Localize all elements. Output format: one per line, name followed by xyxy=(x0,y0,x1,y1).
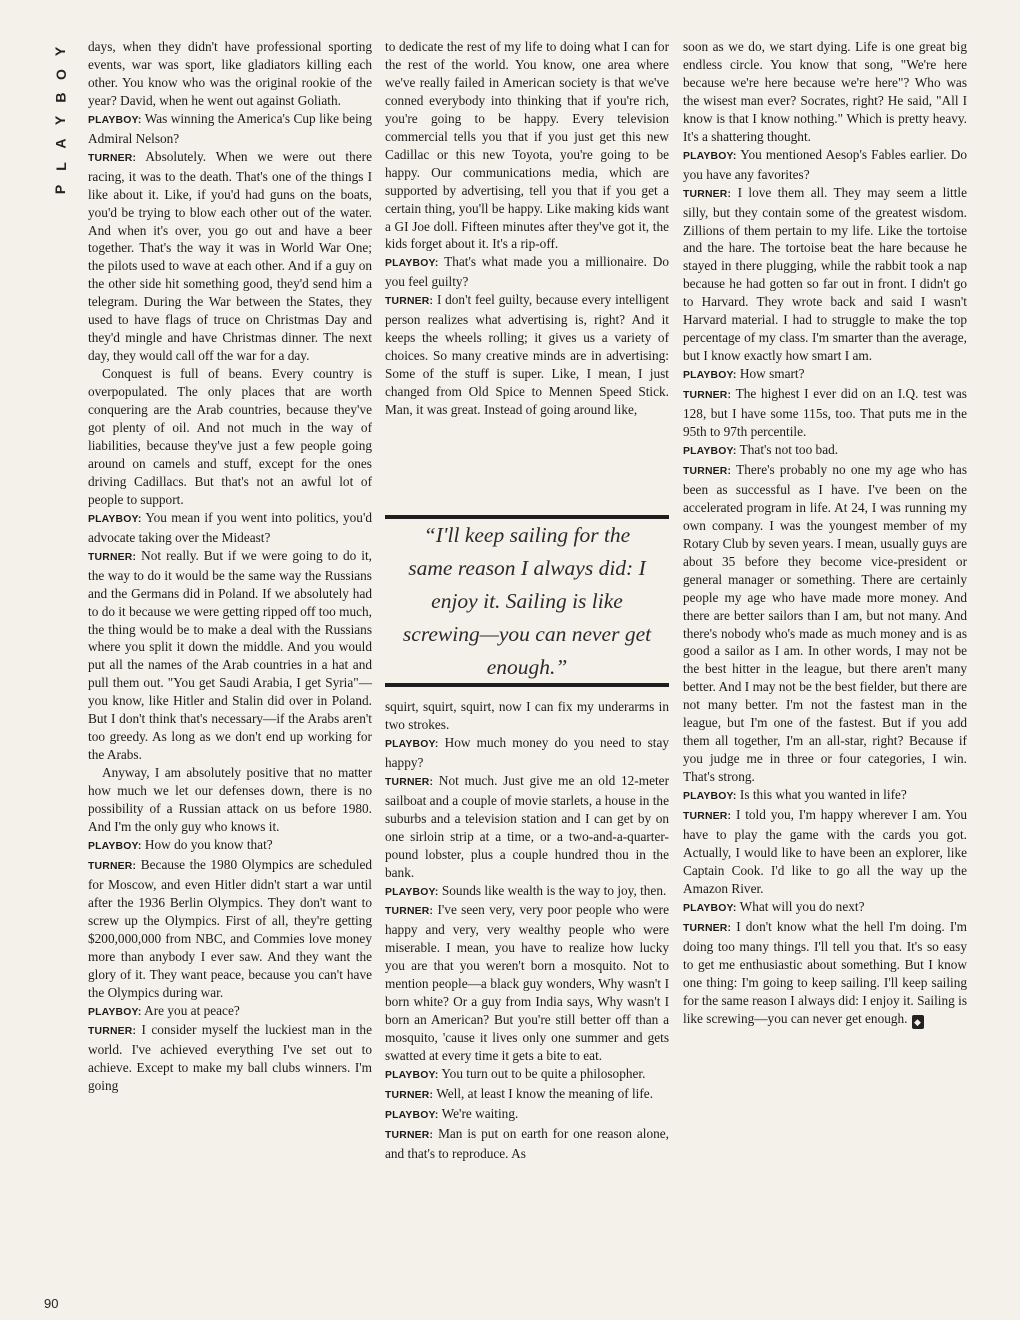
paragraph: soon as we do, we start dying. Life is one great big endless circle. You know that song, "We're here because we're here because we're here"? Who was the wisest man ever? Socrates, right? He said, "All I know is that I know nothing." Which is pretty heavy. It's a shattering thought. xyxy=(683,39,967,144)
speaker-label: PLAYBOY: xyxy=(683,791,737,803)
page-number: 90 xyxy=(44,1296,59,1311)
speaker-label: TURNER: xyxy=(88,551,137,563)
brand-letter: Y xyxy=(52,46,69,57)
speaker-label: TURNER: xyxy=(683,465,732,477)
paragraph: squirt, squirt, squirt, now I can fix my underarms in two strokes. xyxy=(385,699,669,732)
paragraph: to dedicate the rest of my life to doing what I can for the rest of the world. You know, one area where we've really failed in American society is that we've conned everybody into thinking that if you're rich, you're going to be happy. Every television commercial tells you that if you just get this new Cadillac or this new Toyota, you're going to be happy. Our communications media, which are supported by advertising, tell you that if you get a certain thing, you'll be happy. Like making kids want a GI Joe doll. Fifteen minutes after they've got it, the kids forget about it. It's a rip-off. xyxy=(385,39,669,252)
brand-letter: O xyxy=(52,69,69,80)
answer: TURNER: I told you, I'm happy wherever I am. You have to play the game with the cards you got. Actually, I would like to have been an explorer, like Captain Cook. I'd like to go all the way up the Amazon River. xyxy=(683,807,968,896)
question: PLAYBOY: Was winning the America's Cup like being Admiral Nelson? xyxy=(88,110,373,146)
answer: TURNER: I've seen very, very poor people who were happy and very, very wealthy people who were miserable. I mean, you have to realize how lucky you are that you weren't born a mosquito. Not to mention people—a black guy wonders, Why wasn't I born white? Or a guy from India says, Why wasn't I born an American? But you're still better off than a mosquito, 'cause it lives only one summer and gets swatted at every time it gets a bite to eat. xyxy=(385,902,669,1064)
speaker-label: PLAYBOY: xyxy=(385,738,439,750)
pull-quote xyxy=(385,515,669,687)
question: PLAYBOY: What will you do next? xyxy=(683,898,865,914)
question: PLAYBOY: How much money do you need to stay happy? xyxy=(385,734,669,770)
speaker-label: TURNER: xyxy=(385,906,434,918)
speaker-label: PLAYBOY: xyxy=(385,258,439,270)
running-head-brand xyxy=(46,40,76,201)
speaker-label: PLAYBOY: xyxy=(88,1006,142,1018)
speaker-label: PLAYBOY: xyxy=(683,370,737,382)
speaker-label: PLAYBOY: xyxy=(88,513,142,525)
answer: TURNER: The highest I ever did on an I.Q. test was 128, but I have some 115s, too. That puts me in the 95th to 97th percentile. xyxy=(683,386,967,440)
text-column-3 xyxy=(683,38,967,1029)
question: PLAYBOY: How do you know that? xyxy=(88,836,273,852)
answer: TURNER: I love them all. They may seem a little silly, but they contain some of the greatest wisdom. Zillions of them pertain to my life. Like the tortoise and the hare. The tortoise beat the hare because he stayed in there plugging, while the rabbit took a nap because he had gotten so far out in front. I didn't go to Harvard. They wrote back and said I wasn't Harvard material. I had to struggle to make the top percentage of my class. I'm smarter than the average, but I know exactly how smart I am. xyxy=(683,184,968,364)
paragraph: Conquest is full of beans. Every country is overpopulated. The only places that are worth conquering are the Arab countries, because they've got plenty of oil. And not much in the way of liabilities, because they've just a few people going around on camels and stuff, except for the ones driving Cadillacs. But that's not an awful lot of people to support. xyxy=(88,366,372,507)
question: PLAYBOY: Is this what you wanted in life? xyxy=(683,787,907,803)
answer: TURNER: Not much. Just give me an old 12-meter sailboat and a couple of movie starlets, a house in the suburbs and a television station and I can get by on one sirloin strip at a time, or a two-and-a-quarter-pound lobster, plus a couple hundred thou in the bank. xyxy=(385,772,669,880)
answer: TURNER: I consider myself the luckiest man in the world. I've achieved everything I've set out to achieve. Except to make my ball clubs winners. I'm going xyxy=(88,1022,372,1094)
speaker-label: PLAYBOY: xyxy=(88,840,142,852)
answer: TURNER: There's probably no one my age who has been as successful as I have. I've been on the accelerated program in life. At 24, I was running my own company. I was the youngest member of my Rotary Club by seven years. I mean, usually guys are about 35 before they become vice-president or general manager or something. There are certainly people my age who have made more money. And there are better sailors than I am, but not many. And there's nobody who's made as much money and is as good a sailor as I am. In other words, I may not be the best hitter in the league, but there aren't many better. And I may not be the best fielder, but there are not many better. I'm not the fastest man in the league, but I'm one of the fastest. But if you add them all together, I'm an all-star, right? Because if you judge me in three or four categories, I win. That's strong. xyxy=(683,461,967,785)
question: PLAYBOY: You turn out to be quite a philosopher. xyxy=(385,1066,646,1082)
speaker-label: TURNER: xyxy=(385,776,434,788)
question: PLAYBOY: Sounds like wealth is the way to joy, then. xyxy=(385,882,667,898)
brand-letter: A xyxy=(52,138,69,149)
speaker-label: PLAYBOY: xyxy=(385,1109,439,1121)
rabbit-head-icon: ◆ xyxy=(912,1015,924,1029)
answer: TURNER: I don't feel guilty, because every intelligent person realizes what advertising is, right? And it keeps the wheels rolling; it gives us a variety of choices. So many creative minds are in advertising: Some of the stuff is super. Like, I mean, I just changed from Old Spice to Mennen Speed Stick. Man, it was great. Instead of going around like, xyxy=(385,292,669,418)
text-column-2-top xyxy=(385,38,669,419)
question: PLAYBOY: You mean if you went into politics, you'd advocate taking over the Mideast? xyxy=(88,509,372,545)
speaker-label: PLAYBOY: xyxy=(683,150,737,162)
answer: TURNER: Well, at least I know the meaning of life. xyxy=(385,1086,654,1102)
speaker-label: PLAYBOY: xyxy=(683,902,737,914)
speaker-label: PLAYBOY: xyxy=(385,886,439,898)
question: PLAYBOY: We're waiting. xyxy=(385,1105,519,1121)
answer: TURNER: I don't know what the hell I'm doing. I'm doing too many things. I'll tell you that. It's so easy to get me enthusiastic about something. But I know one thing: I'm going to keep sailing. I'll keep sailing for the same reason I always did: I enjoy it. Sailing is like screwing—you can never get enough. ◆ xyxy=(683,918,967,1027)
speaker-label: TURNER: xyxy=(88,1026,137,1038)
brand-letter: L xyxy=(52,162,69,171)
speaker-label: TURNER: xyxy=(385,1129,434,1141)
question: PLAYBOY: That's not too bad. xyxy=(683,441,839,457)
speaker-label: TURNER: xyxy=(683,390,732,402)
answer: TURNER: Absolutely. When we were out there racing, it was to the death. That's one of the things I like about it. Like, if you'd had guns on the boats, you'd be trying to blow each other out of the water. And when it's over, you go out and have a beer together. That's the way it was in World War One; the pilots used to wave at each other. And if a guy on the other side hit something good, they'd send him a telegram. During the War between the States, they used to have flags of truce on Christmas Day and they'd mingle and have Christmas dinner. The next day, they would call off the war for a day. xyxy=(88,148,372,364)
text-column-2-bottom xyxy=(385,698,669,1163)
text-column-1 xyxy=(88,38,372,1095)
speaker-label: TURNER: xyxy=(683,811,732,823)
paragraph: days, when they didn't have professional sporting events, war was sport, like gladiators killing each other. You know who was the original rookie of the year? David, when he went out against Goliath. xyxy=(88,39,372,108)
speaker-label: TURNER: xyxy=(385,296,434,308)
question: PLAYBOY: Are you at peace? xyxy=(88,1002,240,1018)
paragraph: Anyway, I am absolutely positive that no matter how much we let our defenses down, there is no possibility of a Russian attack on us before 1980. And I'm the only guy who knows it. xyxy=(88,765,372,834)
answer: TURNER: Man is put on earth for one reason alone, and that's to reproduce. As xyxy=(385,1125,669,1161)
brand-letter: B xyxy=(52,92,69,103)
speaker-label: PLAYBOY: xyxy=(88,114,142,126)
brand-letter: Y xyxy=(52,115,69,126)
speaker-label: TURNER: xyxy=(683,188,732,200)
question: PLAYBOY: That's what made you a millionaire. Do you feel guilty? xyxy=(385,254,669,290)
speaker-label: PLAYBOY: xyxy=(385,1070,439,1082)
speaker-label: PLAYBOY: xyxy=(683,445,737,457)
question: PLAYBOY: You mentioned Aesop's Fables earlier. Do you have any favorites? xyxy=(683,146,967,182)
brand-letter: P xyxy=(52,184,69,195)
speaker-label: TURNER: xyxy=(385,1090,434,1102)
answer: TURNER: Because the 1980 Olympics are scheduled for Moscow, and even Hitler didn't start a war until after the 1936 Berlin Olympics. They don't want to screw up the Olympics. First of all, they're getting $200,000,000 from NBC, and Commies love money more than anybody I ever saw. And they want the glory of it. They want peace, because you can't have the Olympics during war. xyxy=(88,856,372,1000)
answer: TURNER: Not really. But if we were going to do it, the way to do it would be the same way the Russians and the Germans did in Poland. If we absolutely had to do it because we were getting ripped off too much, the thing would be to make a deal with the Russians where you split it down the middle. And you would put all the names of the Arab countries in a hat and pull them out. "You get Saudi Arabia, I get Syria"—you know, like Hitler and Stalin did over in Poland. But I don't think that's necessary—if the Arabs aren't too greedy. As long as we don't end up working for the Arabs. xyxy=(88,547,373,763)
question: PLAYBOY: How smart? xyxy=(683,366,805,382)
pull-quote-text: “I'll keep sailing for the same reason I always did: I enjoy it. Sailing is like screwing—you can never get enough.” xyxy=(402,522,652,679)
speaker-label: TURNER: xyxy=(88,152,137,164)
speaker-label: TURNER: xyxy=(88,860,137,872)
speaker-label: TURNER: xyxy=(683,922,732,934)
